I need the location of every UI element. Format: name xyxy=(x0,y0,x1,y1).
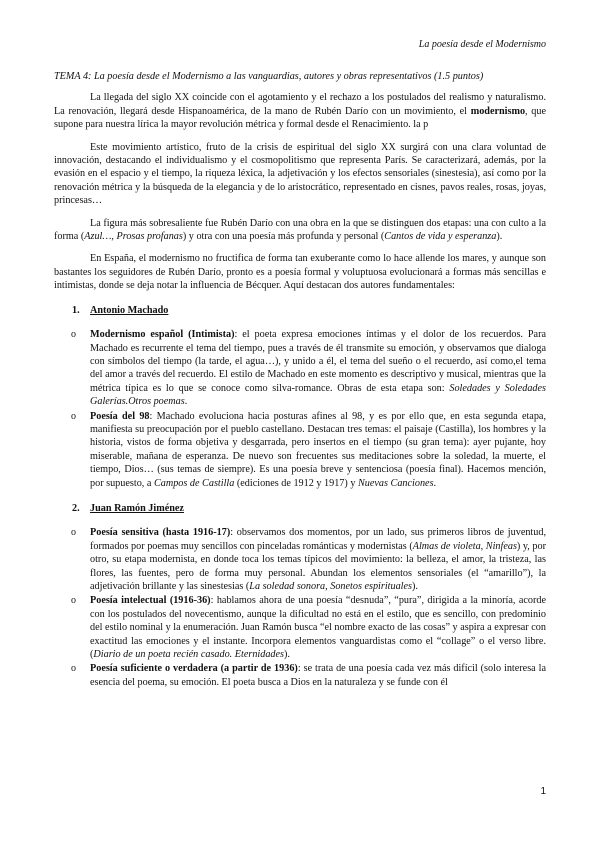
list-item: o Poesía sensitiva (hasta 1916-17): observamos dos momentos, por un lado, sus primeros libros de juventud, formados por poemas muy sencillos con pinceladas románticas y modernistas (Almas de violeta, Ninfeas) y, por otro, su etapa modernista, en donde toca los temas típicos del movimiento: la belleza, el amor, la tristeza, las flores, las fuentes, pero de forma muy personal. Abundan los elementos sensoriales (el “amarillo”), la adjetivación brillante y las sinestesias (La soledad sonora, Sonetos espirituales). xyxy=(71,527,547,592)
bullet-icon: o xyxy=(71,329,76,341)
list-item: o Poesía intelectual (1916-36): hablamos ahora de una poesía “desnuda”, “pura”, dirigida a la minoría, acorde con los postulados del novecentismo, aunque la dificultad no está en el estilo, que es sencillo, con predominio del estilo nominal y la enumeración. Juan Ramón busca “el nombre exacto de las cosas” y aspira a expresar con exactitud las emociones y el instante. Incorpora elementos vanguardistas como el “collage” o el verso libre. (Diario de un poeta recién casado. Eternidades). xyxy=(71,595,547,661)
bullet-icon: o xyxy=(71,410,76,422)
juan-ramon-list xyxy=(54,526,546,689)
running-header: La poesía desde el Modernismo xyxy=(418,39,546,50)
paragraph-intro: La llegada del siglo XX coincide con el agotamiento y el rechazo a los postulados del realismo y naturalismo. La renovación, llegará desde Hispanoamérica, de la mano de Rubén Darío con un movimiento, el modernismo, que supone para nuestra lírica la mayor revolución métrica y formal desde el Renacimiento. la p xyxy=(54,92,547,131)
list-item: o Modernismo español (Intimista): el poeta expresa emociones íntimas y el dolor de los recuerdos. Para Machado es recurrente el tema del tiempo, pues a través de él transmite su emoción, y observamos que dialoga con símbolos del tiempo (la tarde, el agua…), y unido a él, el tema del sueño o el recuerdo, así como,el tema del amor a través del recuerdo. El estilo de Machado en este momento es descriptivo y musical, mientras que la métrica típica es lo que se conoce como silva-romance. Obras de esta etapa son: Soledades y Soledades Galerías.Otros poemas. xyxy=(71,329,546,408)
list-item: o Poesía suficiente o verdadera (a partir de 1936): se trata de una poesía cada vez más difícil (solo interesa la esencia del poema, su emoción. El poeta busca a Dios en la naturaleza y se funde con él xyxy=(71,663,546,688)
page-number: 1 xyxy=(540,785,546,797)
section-heading-machado: 1. Antonio Machado xyxy=(72,304,169,316)
document-title: TEMA 4: La poesía desde el Modernismo a las vanguardias, autores y obras representativos (1.5 puntos) xyxy=(54,71,484,82)
bullet-icon: o xyxy=(71,527,76,539)
list-item: o Poesía del 98: Machado evoluciona hacia posturas afines al 98, y es por ello que, en esta segunda etapa, manifiesta su preocupación por el pueblo castellano. Destacan tres temas: el paisaje (Castilla), los hombres y la historia, vistos de forma objetiva y desgarrada, pero insertos en el tiempo (su gran tema): ayer pujante, hoy miserable, mañana de esperanza. De nuevo son frecuentes sus meditaciones sobre la soledad, la muerte, el tiempo, Dios… (sus temas de siempre). Es una poesía breve y sentenciosa (poesía final). Hacemos mención, por supuesto, a Campos de Castilla (ediciones de 1912 y 1917) y Nuevas Canciones. xyxy=(71,410,546,489)
term-modernismo: modernismo xyxy=(470,105,526,117)
document-body xyxy=(54,70,546,701)
section-heading-juan-ramon: 2. Juan Ramón Jiménez xyxy=(72,502,184,514)
paragraph-ruben-dario: La figura más sobresaliente fue Rubén Darío con una obra en la que se distinguen dos etapas: una con culto a la forma (Azul…, Prosas profanas) y otra con una poesía más profunda y personal (Cantos de vida y esperanza). xyxy=(54,217,546,243)
bullet-icon: o xyxy=(71,595,76,607)
paragraph-spain: En España, el modernismo no fructifica de forma tan exuberante como lo hace allende los mares, y aunque son bastantes los seguidores de Rubén Darío, pronto es a poesía formal y voluptuosa evolucionará a formas más sencillas e intimistas, donde se deja notar la influencia de Bécquer. Aquí destacan dos autores fundamentales: xyxy=(54,253,546,292)
machado-list xyxy=(54,328,546,490)
paragraph-characteristics: Este movimiento artístico, fruto de la crisis de espiritual del siglo XX surgirá con una clara voluntad de innovación, destacando el individualismo y el cosmopolitismo que representa París. Se caracterizará, además, por la evasión en el espacio y el tiempo, la riqueza léxica, la adjetivación y los efectos sensoriales (sinestesia), así como por la renovación métrica y la búsqueda de la elegancia y de lo aristocrático, representado en cisnes, pavos reales, rosas, joyas, princesas… xyxy=(54,141,546,207)
bullet-icon: o xyxy=(71,663,76,675)
